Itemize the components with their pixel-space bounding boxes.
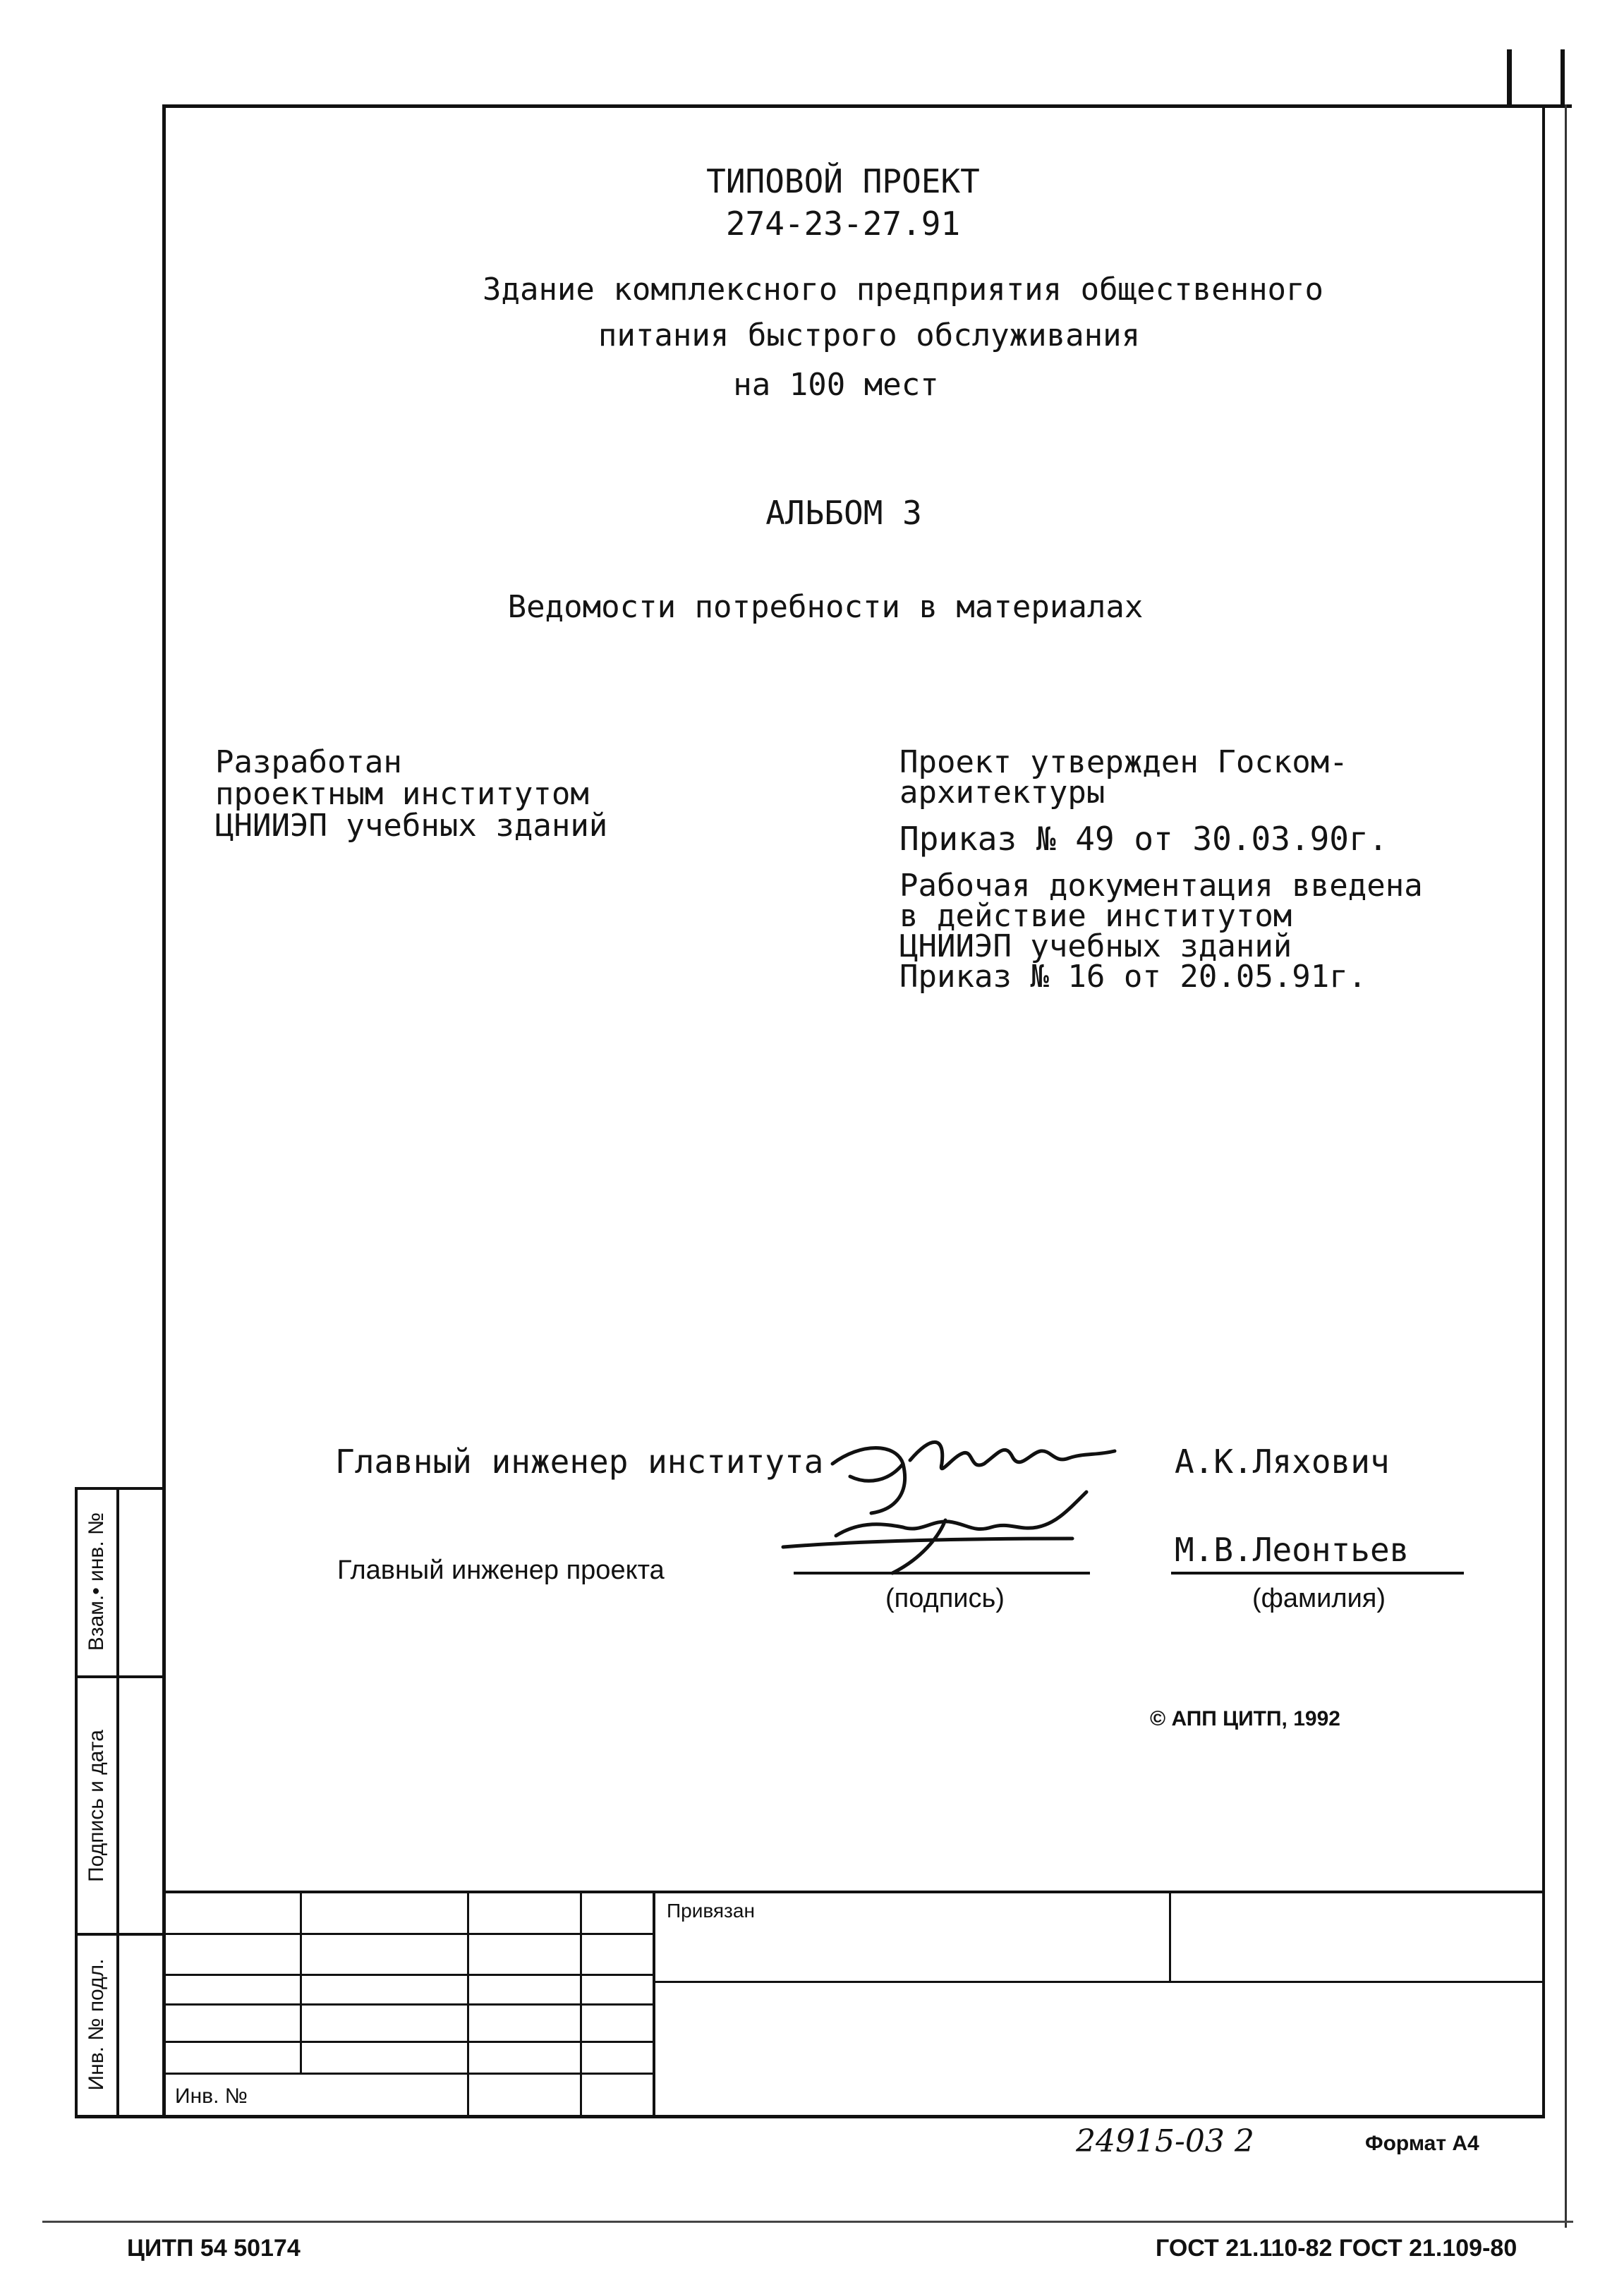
frame-right-border — [1542, 104, 1545, 2117]
approval-order-1: Приказ № 49 от 30.03.90г. — [899, 820, 1388, 858]
chief-institute-name: А.К.Ляхович — [1175, 1443, 1390, 1481]
side-stamp-outer-left — [75, 1487, 78, 2118]
side-stamp-replacement-inv: Взам.• инв. № — [85, 1512, 108, 1651]
title-block-row-1 — [162, 1933, 655, 1935]
chief-project-label: Главный инженер проекта — [337, 1555, 665, 1585]
project-type-label: ТИПОВОЙ ПРОЕКТ — [706, 162, 980, 200]
cut-line — [42, 2221, 1573, 2223]
project-title-line-1: Здание комплексного предприятия общественного — [482, 272, 1324, 308]
sheet-format: Формат А4 — [1365, 2132, 1479, 2155]
side-stamp-original-inv: Инв. № подл. — [85, 1958, 108, 2091]
title-block-top — [162, 1891, 1545, 1893]
project-number: 274-23-27.91 — [725, 205, 961, 243]
footer-right: ГОСТ 21.110-82 ГОСТ 21.109-80 — [1156, 2235, 1517, 2262]
approval-line-3: Рабочая документация введена — [899, 868, 1423, 904]
project-title-line-3: на 100 мест — [733, 367, 939, 403]
album-label: АЛЬБОМ 3 — [765, 494, 922, 532]
project-title-line-2: питания быстрого обслуживания — [598, 317, 1141, 353]
frame-bottom-border — [75, 2115, 1545, 2118]
sheet-edge-right — [1565, 104, 1567, 2228]
title-block-row-2 — [162, 1974, 655, 1976]
side-stamp-row-2 — [75, 1933, 165, 1936]
footer-left: ЦИТП 54 50174 — [127, 2235, 301, 2262]
chief-institute-label: Главный инженер института — [335, 1443, 824, 1481]
sheet-code: 24915-03 2 — [1076, 2123, 1254, 2159]
approval-line-1: Проект утвержден Госком- — [899, 744, 1348, 780]
surname-underline — [1171, 1572, 1464, 1575]
approval-line-5: ЦНИИЭП учебных зданий — [899, 928, 1292, 964]
album-subject: Ведомости потребности в материалах — [507, 589, 1144, 625]
side-stamp-signature-date: Подпись и дата — [85, 1730, 108, 1882]
title-block-row-5 — [162, 2073, 655, 2075]
approval-line-4: в действие институтом — [899, 898, 1292, 934]
signature-underline — [794, 1572, 1090, 1575]
binding-mark-1 — [1507, 49, 1512, 106]
signature-chief-project — [769, 1471, 1136, 1577]
bound-label: Привязан — [667, 1900, 755, 1922]
title-block-row-right — [653, 1981, 1545, 1983]
title-block-row-4 — [162, 2041, 655, 2043]
copyright-notice: © АПП ЦИТП, 1992 — [1150, 1707, 1340, 1730]
developer-line-2: проектным институтом — [215, 776, 589, 812]
approval-line-2: архитектуры — [899, 775, 1105, 811]
side-stamp-top — [75, 1487, 165, 1490]
developer-line-1: Разработан — [215, 744, 402, 780]
developer-line-3: ЦНИИЭП учебных зданий — [215, 808, 608, 844]
title-block-vline-1 — [300, 1891, 302, 2074]
frame-left-border — [162, 104, 166, 2117]
side-stamp-divider — [116, 1487, 119, 2118]
signature-caption: (подпись) — [885, 1584, 1005, 1613]
title-block-row-3 — [162, 2003, 655, 2006]
frame-top-border — [162, 104, 1572, 108]
inventory-number-label: Инв. № — [175, 2085, 248, 2108]
chief-project-name: М.В.Леонтьев — [1175, 1531, 1410, 1569]
binding-mark-2 — [1561, 49, 1565, 106]
side-stamp-row-1 — [75, 1675, 165, 1678]
title-block-vline-5 — [1169, 1891, 1171, 1981]
surname-caption: (фамилия) — [1252, 1584, 1386, 1613]
approval-order-2: Приказ № 16 от 20.05.91г. — [899, 959, 1367, 995]
